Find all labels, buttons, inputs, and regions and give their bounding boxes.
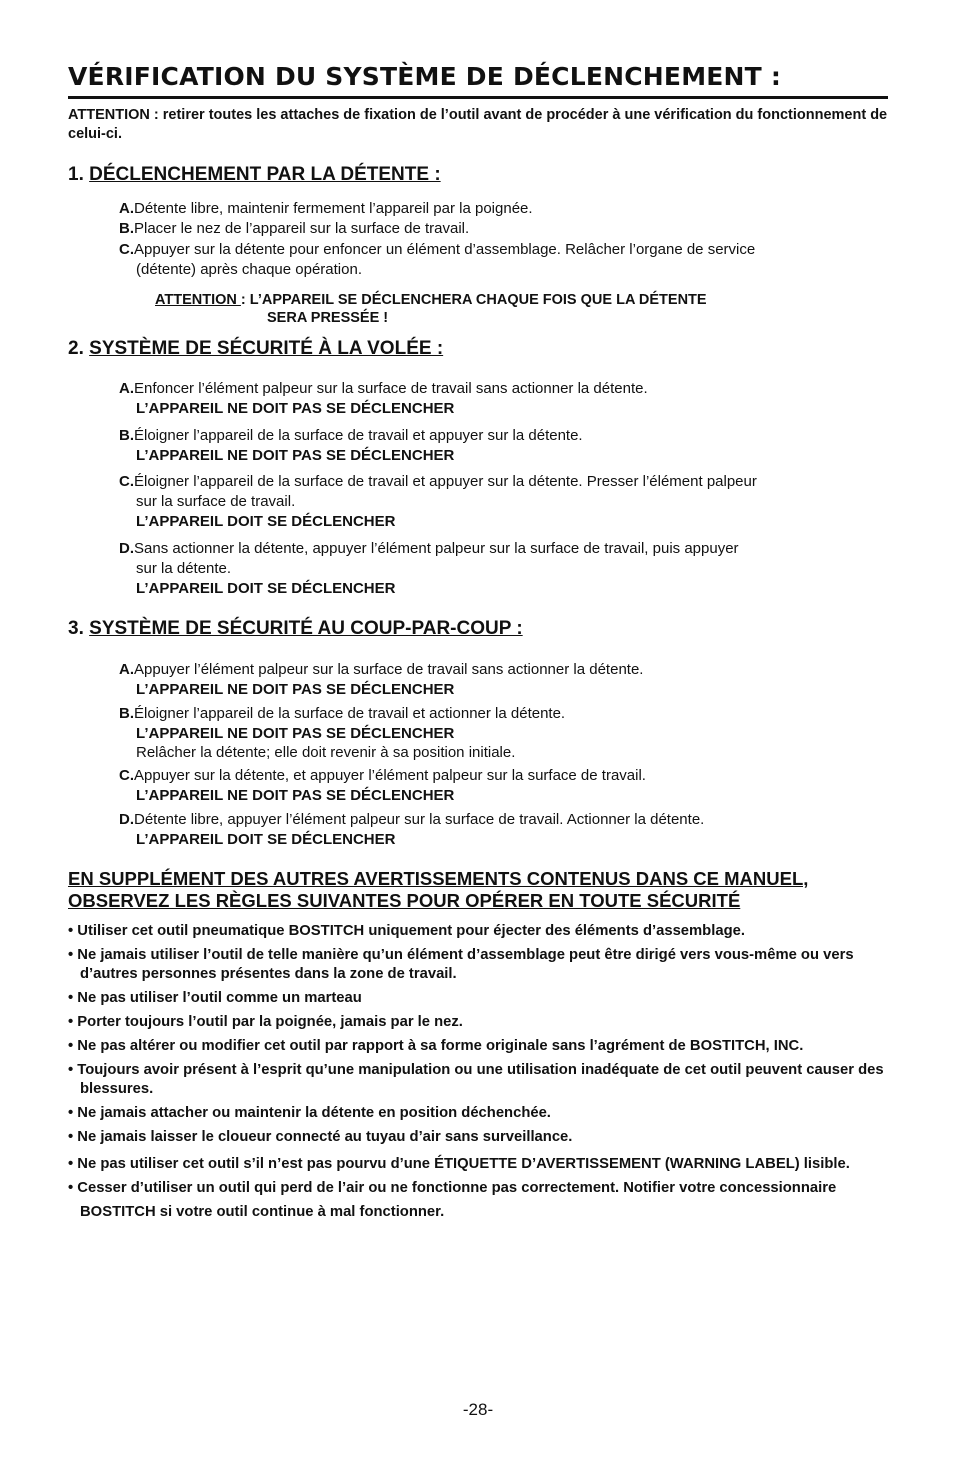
- item-letter: D.: [119, 811, 134, 828]
- section3-title: SYSTÈME DE SÉCURITÉ AU COUP-PAR-COUP :: [89, 618, 523, 639]
- item-text: Appuyer sur la détente, et appuyer l’élément palpeur sur la surface de travail.: [134, 767, 646, 784]
- safety-rules-list: [68, 922, 888, 1224]
- section3-item-b: [119, 704, 879, 762]
- trigger-warning: [155, 291, 855, 327]
- item-text: Enfoncer l’élément palpeur sur la surface de travail sans actionner la détente.: [134, 380, 648, 397]
- section3-item-c: [119, 766, 879, 805]
- rules-heading-line1: EN SUPPLÉMENT DES AUTRES AVERTISSEMENTS CONTENUS DANS CE MANUEL,: [68, 868, 809, 889]
- warning-label: ATTENTION: [155, 292, 241, 308]
- item-text: Placer le nez de l’appareil sur la surface de travail.: [134, 220, 470, 237]
- item-letter: A.: [119, 380, 134, 397]
- section3-item-d: [119, 810, 879, 849]
- section1-heading: [68, 163, 441, 187]
- item-letter: C.: [119, 473, 134, 490]
- item-letter: A.: [119, 200, 134, 217]
- item-text: Détente libre, maintenir fermement l’appareil par la poignée.: [134, 200, 533, 217]
- page-number: -28-: [462, 1400, 494, 1419]
- list-item: • Cesser d’utiliser un outil qui perd de l’air ou ne fonctionne pas correctement. Notifier votre concessionnaire BOSTITCH si votre outil continue à mal fonctionner.: [68, 1180, 837, 1220]
- warning-line2: SERA PRESSÉE !: [267, 310, 389, 326]
- list-item: • Ne jamais laisser le cloueur connecté au tuyau d’air sans surveillance.: [68, 1129, 573, 1145]
- item-result: L’APPAREIL NE DOIT PAS SE DÉCLENCHER: [136, 725, 455, 742]
- list-item: • Porter toujours l’outil par la poignée, jamais par le nez.: [68, 1014, 463, 1030]
- item-result: L’APPAREIL NE DOIT PAS SE DÉCLENCHER: [136, 787, 455, 804]
- item-text: Détente libre, appuyer l’élément palpeur sur la surface de travail. Actionner la détente.: [134, 811, 705, 828]
- rules-heading-line2: OBSERVEZ LES RÈGLES SUIVANTES POUR OPÉRER EN TOUTE SÉCURITÉ: [68, 890, 741, 911]
- list-item: • Utiliser cet outil pneumatique BOSTITCH uniquement pour éjecter des éléments d’assemblage.: [68, 923, 745, 939]
- item-text: Sans actionner la détente, appuyer l’élément palpeur sur la surface de travail, puis appuyer: [134, 540, 739, 557]
- list-item: • Ne pas utiliser cet outil s’il n’est pas pourvu d’une ÉTIQUETTE D’AVERTISSEMENT (WARNING LABEL) lisible.: [68, 1156, 850, 1172]
- section1-number: 1.: [68, 164, 84, 185]
- attention-intro: ATTENTION : retirer toutes les attaches de fixation de l’outil avant de procéder à une vérification du fonctionnement de celui-ci.: [68, 107, 888, 142]
- section1-item-a: [119, 199, 879, 219]
- item-text: Appuyer sur la détente pour enfoncer un élément d’assemblage. Relâcher l’organe de service: [134, 241, 756, 258]
- item-text: Éloigner l’appareil de la surface de travail et actionner la détente.: [134, 705, 566, 722]
- item-text: Éloigner l’appareil de la surface de travail et appuyer sur la détente.: [134, 427, 583, 444]
- warning-line1: : L’APPAREIL SE DÉCLENCHERA CHAQUE FOIS QUE LA DÉTENTE: [240, 292, 707, 308]
- list-item: • Ne pas utiliser l’outil comme un marteau: [68, 990, 362, 1006]
- item-letter: A.: [119, 661, 134, 678]
- list-item: • Ne jamais attacher ou maintenir la détente en position déchenchée.: [68, 1105, 551, 1121]
- item-result: L’APPAREIL NE DOIT PAS SE DÉCLENCHER: [136, 400, 455, 417]
- item-result: L’APPAREIL DOIT SE DÉCLENCHER: [136, 513, 396, 530]
- section2-title: SYSTÈME DE SÉCURITÉ À LA VOLÉE :: [89, 338, 444, 359]
- section1-title: DÉCLENCHEMENT PAR LA DÉTENTE :: [89, 164, 441, 185]
- list-item: • Toujours avoir présent à l’esprit qu’une manipulation ou une utilisation inadéquate de cet outil peuvent causer des blessures.: [68, 1062, 884, 1097]
- item-result: L’APPAREIL DOIT SE DÉCLENCHER: [136, 580, 396, 597]
- item-result: L’APPAREIL NE DOIT PAS SE DÉCLENCHER: [136, 681, 455, 698]
- item-continuation: (détente) après chaque opération.: [136, 261, 362, 278]
- section2-number: 2.: [68, 338, 84, 359]
- item-letter: C.: [119, 241, 134, 258]
- section1-item-b: [119, 219, 879, 239]
- section2-item-a: [119, 379, 879, 418]
- list-item: • Ne pas altérer ou modifier cet outil par rapport à sa forme originale sans l’agrément de BOSTITCH, INC.: [68, 1038, 804, 1054]
- item-note: Relâcher la détente; elle doit revenir à sa position initiale.: [136, 744, 516, 761]
- section1-item-c: [119, 240, 879, 280]
- item-continuation: sur la surface de travail.: [136, 493, 296, 510]
- item-letter: B.: [119, 705, 134, 722]
- section3-number: 3.: [68, 618, 84, 639]
- item-continuation: sur la détente.: [136, 560, 232, 577]
- safety-rules-heading: [68, 868, 898, 912]
- section2-heading: [68, 337, 443, 361]
- item-result: L’APPAREIL DOIT SE DÉCLENCHER: [136, 831, 396, 848]
- item-letter: D.: [119, 540, 134, 557]
- item-letter: B.: [119, 427, 134, 444]
- section2-item-b: [119, 426, 879, 465]
- item-letter: C.: [119, 767, 134, 784]
- section3-heading: [68, 617, 523, 641]
- list-item: • Ne jamais utiliser l’outil de telle manière qu’un élément d’assemblage peut être dirigé vers vous-même ou vers d’autres personnes présentes dans la zone de travail.: [68, 947, 854, 982]
- section2-item-c: [119, 472, 879, 531]
- section2-item-d: [119, 539, 879, 598]
- item-result: L’APPAREIL NE DOIT PAS SE DÉCLENCHER: [136, 447, 455, 464]
- item-text: Appuyer l’élément palpeur sur la surface de travail sans actionner la détente.: [134, 661, 644, 678]
- page-title: VÉRIFICATION DU SYSTÈME DE DÉCLENCHEMENT :: [68, 60, 888, 99]
- section3-item-a: [119, 660, 879, 699]
- item-text: Éloigner l’appareil de la surface de travail et appuyer sur la détente. Presser l’élément palpeur: [134, 473, 757, 490]
- item-letter: B.: [119, 220, 134, 237]
